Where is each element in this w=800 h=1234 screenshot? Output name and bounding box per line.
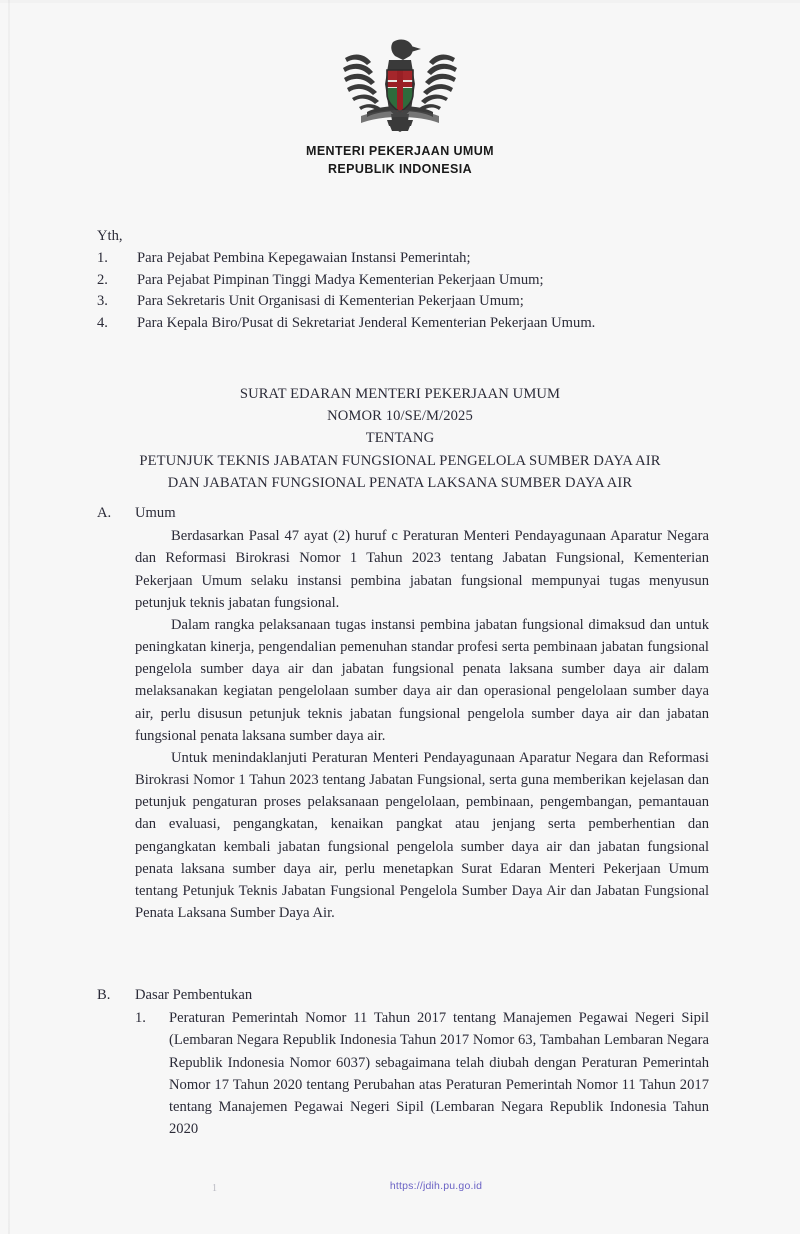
document-title-block — [60, 383, 740, 494]
title-line-tentang: TENTANG — [365, 430, 435, 447]
section-dasar-item-text: Peraturan Pemerintah Nomor 11 Tahun 2017 tentang Manajemen Pegawai Negeri Sipil (Lembaran Negara Republik Indonesia Tahun 2017 Nomor 63, Tambahan Lembaran Negara Republik Indonesia Nomor 6037) sebagaimana telah diubah dengan Peraturan Pemerintah Nomor 17 Tahun 2020 tentang Perubahan atas Peraturan Pemerintah Nomor 11 Tahun 2017 tentang Manajemen Pegawai Negeri Sipil (Lembaran Negara Republik Indonesia Tahun 2020 — [169, 1010, 709, 1138]
section-umum-paragraph: Dalam rangka pelaksanaan tugas instansi pembina jabatan fungsional dimaksud dan untuk peningkatan kinerja, pengendalian pemenuhan standar profesi serta pembinaan jabatan fungsional pengelola sumber daya air dan jabatan fungsional penata laksana sumber daya air dalam melaksanakan kegiatan pengelolaan sumber daya air dan operasional pengelolaan sumber daya air, perlu disusun petunjuk teknis jabatan fungsional pengelola sumber daya air dan jabatan fungsional penata laksana sumber daya air. — [135, 616, 709, 744]
addressee-item-text: Para Pejabat Pembina Kepegawaian Instansi Pemerintah; — [137, 250, 471, 267]
section-umum — [97, 502, 709, 924]
addressee-item-number: 1. — [97, 250, 108, 267]
section-dasar-pembentukan — [97, 984, 709, 1140]
section-dasar-heading — [97, 984, 709, 1006]
addressee-item — [97, 248, 709, 269]
title-line-nomor: NOMOR 10/SE/M/2025 — [327, 408, 473, 425]
ministry-line-2: REPUBLIK INDONESIA — [327, 162, 473, 177]
section-umum-letter: A. — [97, 505, 112, 521]
page-number: 1 — [212, 1183, 217, 1194]
section-umum-paragraph: Untuk menindaklanjuti Peraturan Menteri Pendayagunaan Aparatur Negara dan Reformasi Birokrasi Nomor 1 Tahun 2023 tentang Jabatan Fungsional, serta guna memberikan kejelasan dan petunjuk pengaturan proses pelaksanaan pengelolaan, pembinaan, pengembangan, pemantauan dan evaluasi, pengangkatan, kenaikan pangkat atau jenjang serta pemberhentian dan pengangkatan kembali jabatan fungsional pengelola sumber daya air dan jabatan fungsional penata laksana sumber daya air, perlu menetapkan Surat Edaran Menteri Pekerjaan Umum tentang Petunjuk Teknis Jabatan Fungsional Pengelola Sumber Daya Air dan Jabatan Fungsional Penata Laksana Sumber Daya Air. — [135, 749, 709, 922]
section-dasar-letter: B. — [97, 987, 111, 1003]
section-umum-body — [135, 525, 709, 924]
ministry-name — [0, 142, 800, 178]
addressee-item-number: 2. — [97, 271, 108, 288]
section-dasar-item-number: 1. — [135, 1010, 146, 1027]
garuda-pancasila-emblem — [341, 38, 459, 134]
title-line-surat-edaran: SURAT EDARAN MENTERI PEKERJAAN UMUM — [239, 386, 561, 402]
addressee-item — [97, 291, 709, 312]
ministry-line-1: MENTERI PEKERJAAN UMUM — [306, 144, 494, 158]
addressee-item — [97, 270, 709, 291]
addressee-item-text: Para Kepala Biro/Pusat di Sekretariat Jenderal Kementerian Pekerjaan Umum. — [137, 314, 596, 331]
title-line-subject-2: DAN JABATAN FUNGSIONAL PENATA LAKSANA SUMBER DAYA AIR — [167, 474, 633, 491]
title-line-subject-1: PETUNJUK TEKNIS JABATAN FUNGSIONAL PENGELOLA SUMBER DAYA AIR — [139, 452, 661, 469]
addressee-item-number: 3. — [97, 293, 108, 310]
addressee-item-number: 4. — [97, 314, 108, 331]
addressee-item — [97, 313, 709, 334]
section-umum-paragraph: Berdasarkan Pasal 47 ayat (2) huruf c Peraturan Menteri Pendayagunaan Aparatur Negara dan Reformasi Birokrasi Nomor 1 Tahun 2023 tentang Jabatan Fungsional, Kementerian Pekerjaan Umum selaku instansi pembina jabatan fungsional mempunyai tugas menyusun petunjuk teknis jabatan fungsional. — [135, 528, 709, 611]
section-dasar-title: Dasar Pembentukan — [135, 987, 253, 1003]
section-umum-title: Umum — [135, 505, 176, 521]
section-dasar-item — [135, 1007, 709, 1140]
addressee-block — [97, 226, 709, 334]
jdih-url-link[interactable]: https://jdih.pu.go.id — [389, 1180, 483, 1192]
page-footer — [0, 1180, 800, 1204]
addressee-salutation: Yth, — [97, 228, 123, 244]
section-umum-heading — [97, 502, 709, 524]
letterhead — [0, 0, 800, 178]
addressee-item-text: Para Sekretaris Unit Organisasi di Kementerian Pekerjaan Umum; — [137, 293, 524, 310]
addressee-item-text: Para Pejabat Pimpinan Tinggi Madya Kementerian Pekerjaan Umum; — [137, 271, 544, 288]
